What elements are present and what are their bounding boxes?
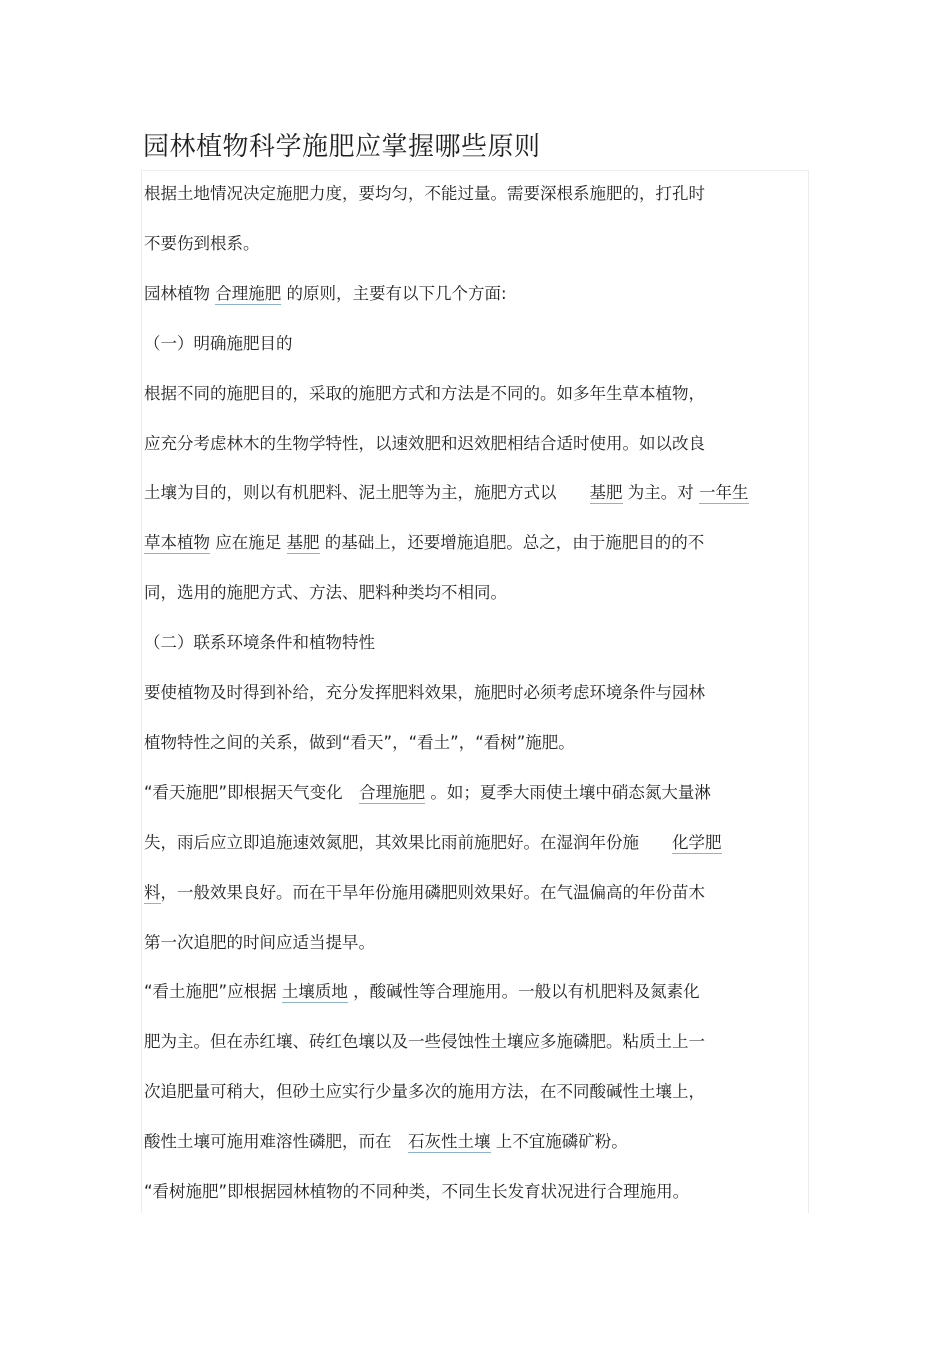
inline-link[interactable]: 基肥 <box>286 533 320 553</box>
body-line <box>144 1129 628 1155</box>
text-segment: 根据土地情况决定施肥力度，要均匀，不能过量。需要深根系施肥的，打孔时 <box>144 184 705 203</box>
body-line <box>144 480 749 506</box>
text-segment: 要使植物及时得到补给，充分发挥肥料效果，施肥时必须考虑环境条件与园林 <box>144 683 705 702</box>
body-line <box>144 979 700 1005</box>
body-line <box>144 431 705 457</box>
body-line <box>144 630 375 656</box>
body-line <box>144 830 722 856</box>
body-line <box>144 281 507 307</box>
text-segment: “看天施肥”即根据天气变化 <box>144 782 360 802</box>
text-segment: ，酸碱性等合理施用。一般以有机肥料及氮素化 <box>347 982 700 1002</box>
body-line <box>144 1079 705 1105</box>
inline-link[interactable]: 一年生 <box>699 483 749 503</box>
text-segment: 上不宜施磷矿粉。 <box>490 1132 628 1152</box>
inline-link[interactable]: 土壤质地 <box>281 982 348 1002</box>
body-line <box>144 680 705 706</box>
inline-link[interactable]: 草本植物 <box>144 533 210 553</box>
body-line <box>144 331 293 357</box>
text-segment: 次追肥量可稍大，但砂土应实行少量多次的施用方法，在不同酸碱性土壤上， <box>144 1082 705 1102</box>
body-line <box>144 930 375 956</box>
document-title: 园林植物科学施肥应掌握哪些原则 <box>143 132 541 162</box>
text-segment: 植物特性之间的关系，做到“看天”，“看土”，“看树”施肥。 <box>144 732 575 752</box>
text-segment: （一）明确施肥目的 <box>144 333 293 353</box>
text-segment: “看树施肥”即根据园林植物的不同种类，不同生长发育状况进行合理施用。 <box>144 1182 690 1201</box>
inline-link[interactable]: 料 <box>144 882 161 902</box>
body-line <box>144 181 705 207</box>
inline-link[interactable]: 化学肥 <box>672 832 722 852</box>
text-segment: 为主。对 <box>622 483 699 503</box>
text-segment: 的基础上，还要增施追肥。总之，由于施肥目的的不 <box>319 533 705 553</box>
text-segment: 失，雨后应立即追施速效氮肥，其效果比雨前施肥好。在湿润年份施 <box>144 832 672 852</box>
text-segment: 。如；夏季大雨使土壤中硝态氮大量淋 <box>425 782 711 802</box>
body-line <box>144 880 705 906</box>
text-segment: 应充分考虑林木的生物学特性，以速效肥和迟效肥相结合适时使用。如以改良 <box>144 433 705 453</box>
inline-link[interactable]: 基肥 <box>589 483 623 503</box>
text-segment: 第一次追肥的时间应适当提早。 <box>144 932 375 952</box>
body-line <box>144 580 507 606</box>
body-line <box>144 1179 689 1205</box>
text-segment: 不要伤到根系。 <box>144 233 260 253</box>
text-segment: 酸性土壤可施用难溶性磷肥，而在 <box>144 1132 408 1152</box>
text-segment: 园林植物 <box>144 283 216 303</box>
text-segment: 同，选用的施肥方式、方法、肥料种类均不相同。 <box>144 583 507 603</box>
text-segment: “看土施肥”应根据 <box>144 982 282 1002</box>
body-line <box>144 1029 705 1055</box>
body-line <box>144 730 575 756</box>
inline-link[interactable]: 合理施肥 <box>359 782 426 802</box>
body-line <box>144 231 260 257</box>
body-line <box>144 780 711 806</box>
body-line <box>144 381 705 407</box>
text-segment: 土壤为目的，则以有机肥料、泥土肥等为主，施肥方式以 <box>144 483 590 503</box>
text-segment: 肥为主。但在赤红壤、砖红色壤以及一些侵蚀性土壤应多施磷肥。粘质土上一 <box>144 1032 705 1052</box>
text-segment: 应在施足 <box>210 533 287 553</box>
body-line <box>144 530 704 556</box>
text-segment: ，一般效果良好。而在干旱年份施用磷肥则效果好。在气温偏高的年份苗木 <box>160 882 705 902</box>
inline-link[interactable]: 石灰性土壤 <box>408 1132 491 1152</box>
text-segment: 的原则，主要有以下几个方面: <box>281 283 507 303</box>
inline-link[interactable]: 合理施肥 <box>215 283 282 303</box>
text-segment: 根据不同的施肥目的，采取的施肥方式和方法是不同的。如多年生草本植物， <box>144 383 705 403</box>
text-segment: （二）联系环境条件和植物特性 <box>144 633 375 653</box>
